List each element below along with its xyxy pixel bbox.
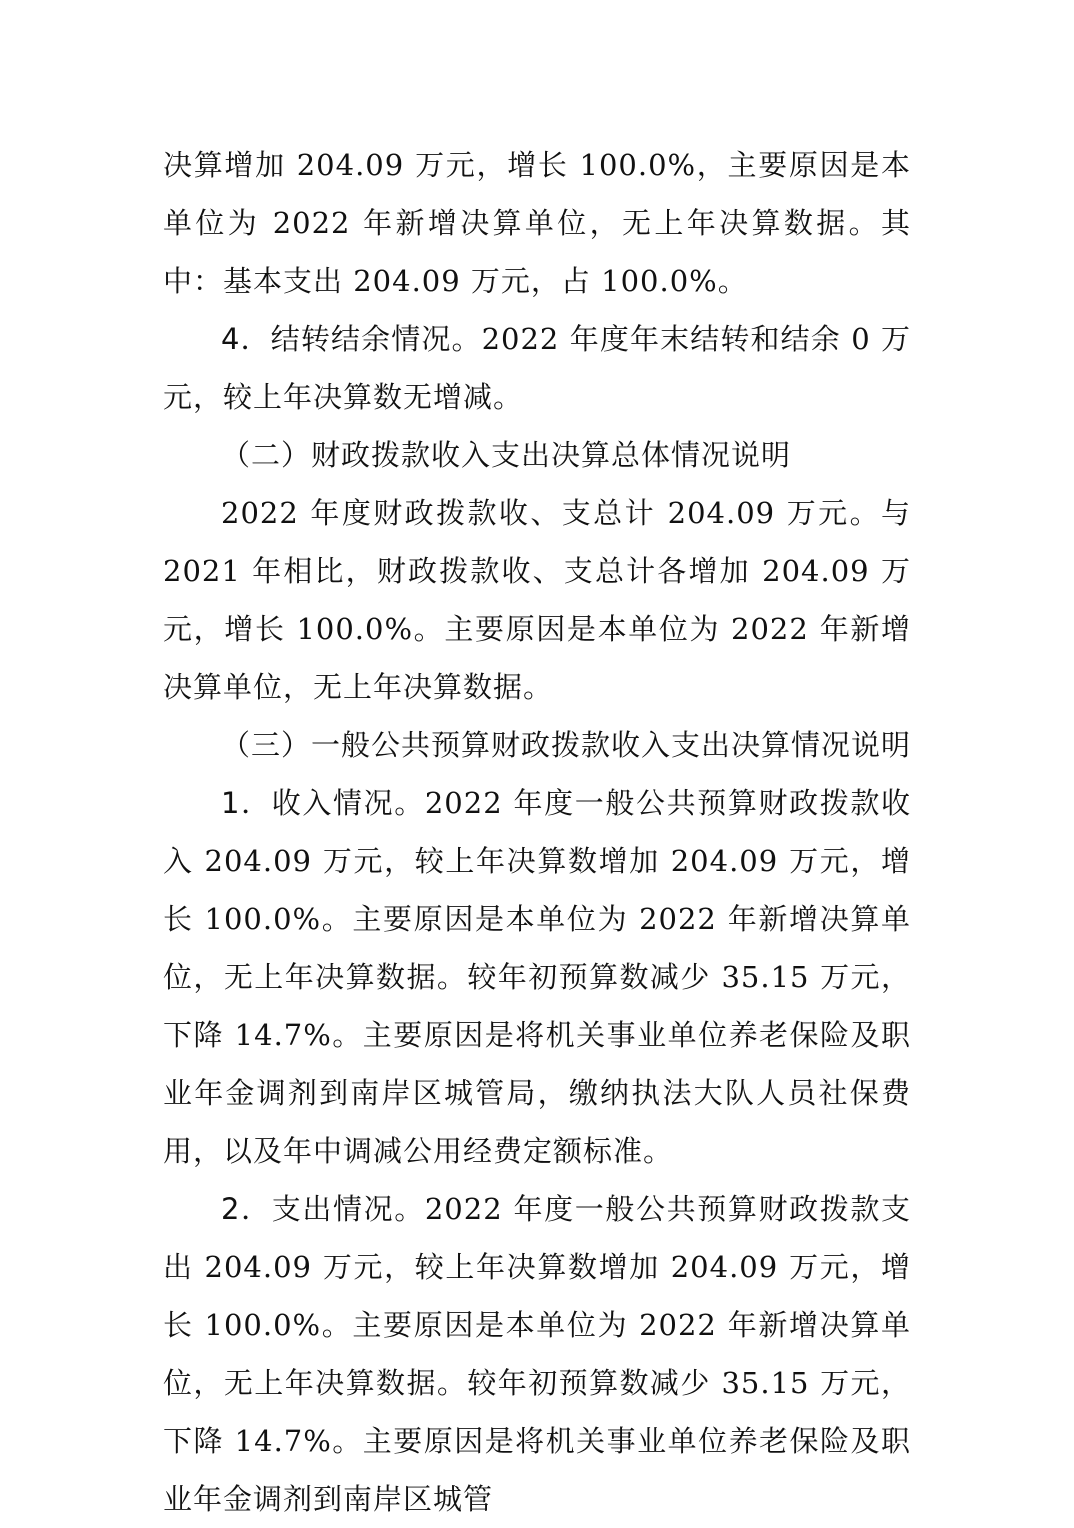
- paragraph-fiscal-total: 2022 年度财政拨款收、支总计 204.09 万元。与 2021 年相比，财政拨款收、支总计各增加 204.09 万元，增长 100.0%。主要原因是本单位为 2022 年新增决算单位，无上年决算数据。: [163, 496, 911, 704]
- item-2-text: 2022 年度一般公共预算财政拨款支出 204.09 万元，较上年决算数增加 204.09 万元，增长 100.0%。主要原因是本单位为 2022 年新增决算单位，无上年决算数据。较年初预算数减少 35.15 万元，下降 14.7%。主要原因是将机关事业单位养老保险及职业年金调剂到南岸区城管: [163, 1192, 912, 1516]
- document-body: [163, 136, 911, 1528]
- paragraph-income: [163, 774, 911, 1180]
- item-4-text: 2022 年度年末结转和结余 0 万元，较上年决算数无增减。: [163, 322, 911, 414]
- item-4-lead: 4．结转结余情况。: [221, 322, 482, 356]
- paragraph-carryover: [163, 310, 911, 426]
- section-heading-3: （三）一般公共预算财政拨款收入支出决算情况说明: [221, 728, 912, 762]
- paragraph-expenditure-continued: 决算增加 204.09 万元，增长 100.0%，主要原因是本单位为 2022 年新增决算单位，无上年决算数据。其中：基本支出 204.09 万元，占 100.0%。: [163, 148, 911, 298]
- paragraph-expenditure: [163, 1180, 911, 1528]
- item-2-lead: 2．支出情况。: [221, 1192, 425, 1226]
- item-1-text: 2022 年度一般公共预算财政拨款收入 204.09 万元，较上年决算数增加 204.09 万元，增长 100.0%。主要原因是本单位为 2022 年新增决算单位，无上年决算数据。较年初预算数减少 35.15 万元，下降 14.7%。主要原因是将机关事业单位养老保险及职业年金调剂到南岸区城管局，缴纳执法大队人员社保费用，以及年中调减公用经费定额标准。: [163, 786, 912, 1168]
- section-heading-2: （二）财政拨款收入支出决算总体情况说明: [221, 438, 792, 472]
- item-1-lead: 1．收入情况。: [221, 786, 425, 820]
